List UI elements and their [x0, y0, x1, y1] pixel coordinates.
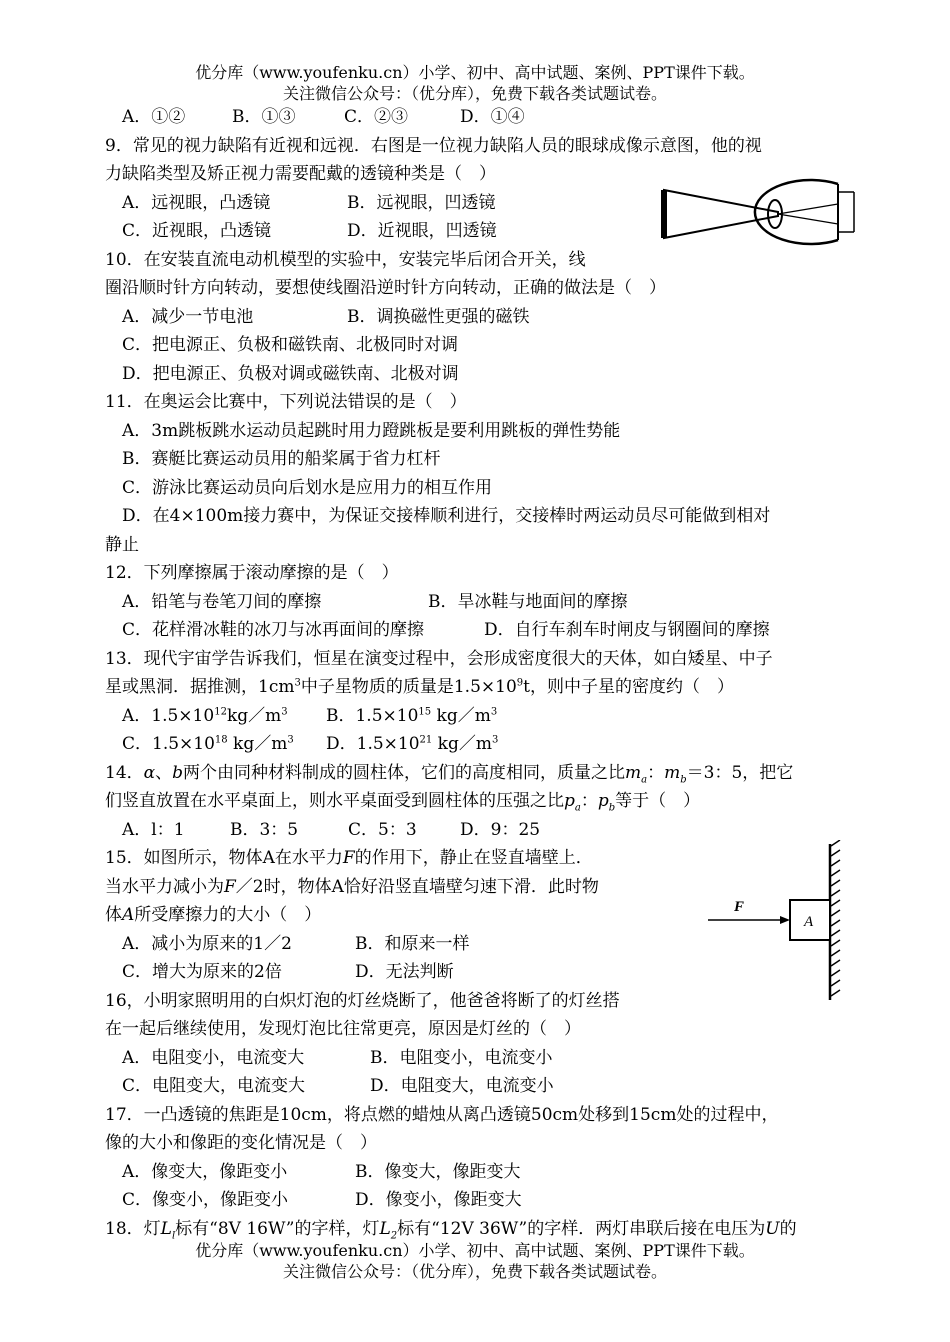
q13-stem-2: 星或黑洞．据推测，$1cm^3$中子星物质的质量是$1.5\times 10^9t$，则中子星的密度约（ ）	[105, 677, 734, 697]
q15-option-b: B．和原来一样	[355, 934, 470, 954]
q12-option-d: D．自行车刹车时闸皮与钢圈间的摩擦	[484, 620, 770, 640]
footer-line-1: 优分库（www.youfenku.cn）小学、初中、高中试题、案例、PPT课件下载。	[195, 1241, 755, 1260]
q9-option-c: C．近视眼，凸透镜	[122, 221, 272, 241]
q17-option-d: D．像变小，像距变大	[355, 1190, 522, 1210]
q9-stem-1: 9．常见的视力缺陷有近视和远视．右图是一位视力缺陷人员的眼球成像示意图，他的视	[105, 136, 762, 156]
q15-options-row-2	[122, 961, 454, 983]
q8-option-c: C．②③	[344, 107, 409, 127]
q10-option-b: B．调换磁性更强的磁铁	[347, 307, 530, 327]
q10-option-d: D．把电源正、负极对调或磁铁南、北极对调	[122, 364, 459, 384]
q9-options-row-1	[122, 192, 496, 214]
q16-option-b: B．电阻变小，电流变小	[370, 1048, 553, 1068]
q11-option-d-cont: 静止	[105, 535, 139, 555]
q13-option-c: C．$1.5\times 10^{18}$ $kg/m^3$	[122, 734, 294, 754]
q17-option-a: A．像变大，像距变小	[122, 1162, 288, 1182]
q14-option-b: B．3：5	[230, 820, 299, 840]
header-line-1: 优分库（www.youfenku.cn）小学、初中、高中试题、案例、PPT课件下载。	[195, 63, 755, 82]
q13-option-a: A．$1.5\times 10^{12}kg/m^3$	[122, 706, 288, 726]
q14-option-a: A．l：1	[122, 820, 185, 840]
q10-option-c: C．把电源正、负极和磁铁南、北极同时对调	[122, 335, 459, 355]
q13-stem-1: 13．现代宇宙学告诉我们，恒星在演变过程中，会形成密度很大的天体，如白矮星、中子	[105, 649, 773, 669]
q10-option-a: A．减少一节电池	[122, 307, 254, 327]
wall-hatching	[831, 840, 840, 996]
q16-stem-1: 16，小明家照明用的白炽灯泡的灯丝烧断了，他爸爸将断了的灯丝搭	[105, 991, 620, 1011]
q12-option-b: B．旱冰鞋与地面间的摩擦	[428, 592, 628, 612]
q17-stem-2: 像的大小和像距的变化情况是（ ）	[105, 1133, 377, 1153]
q9-option-d: D．近视眼，凹透镜	[347, 221, 497, 241]
q10-options-row-1	[122, 306, 530, 328]
q14-option-c: C．5：3	[348, 820, 417, 840]
header-line-2: 关注微信公众号：（优分库），免费下载各类试题试卷。	[282, 84, 667, 103]
q17-options-row-1	[122, 1161, 521, 1183]
q16-options-row-2	[122, 1075, 554, 1097]
q18-stem: 18．灯$L_l$标有“8V 16W”的字样，灯$L_2$标有“12V 36W”的字样．两灯串联后接在电压为U的	[105, 1219, 797, 1242]
q8-option-d: D．①④	[460, 107, 525, 127]
q14-option-d: D．9：25	[460, 820, 541, 840]
q17-stem-1: 17．一凸透镜的焦距是10cm，将点燃的蜡烛从离凸透镜50cm处移到15cm处的过程中，	[105, 1105, 779, 1125]
q15-stem-3: 体A所受摩擦力的大小（ ）	[105, 905, 322, 925]
q11-stem: 11．在奥运会比赛中，下列说法错误的是（ ）	[105, 392, 467, 412]
q8-option-a: A．①②	[122, 107, 186, 127]
force-label: F	[734, 899, 745, 915]
wall-force-diagram	[700, 840, 860, 1005]
q16-option-a: A．电阻变小，电流变大	[122, 1048, 305, 1068]
q16-stem-2: 在一起后继续使用，发现灯泡比往常更亮，原因是灯丝的（ ）	[105, 1019, 581, 1039]
q12-option-a: A．铅笔与卷笔刀间的摩擦	[122, 592, 322, 612]
q13-option-b: B．$1.5\times 10^{15}$ $kg/m^3$	[326, 706, 498, 726]
q10-stem-2: 圈沿顺时针方向转动，要想使线圈沿逆时针方向转动，正确的做法是（ ）	[105, 278, 666, 298]
q11-option-d: D．在4×100m接力赛中，为保证交接棒顺利进行，交接棒时两运动员尽可能做到相对	[122, 506, 771, 526]
q8-option-b: B．①③	[232, 107, 296, 127]
eye-diagram	[660, 170, 860, 250]
q16-options-row-1	[122, 1047, 553, 1069]
q14-stem-2: 们竖直放置在水平桌面上，则水平桌面受到圆柱体的压强之比$p_a$：$p_b$等于（ ）	[105, 791, 701, 814]
q11-option-c: C．游泳比赛运动员向后划水是应用力的相互作用	[122, 478, 493, 498]
q15-stem-2: 当水平力减小为F／2时，物体A恰好沿竖直墙壁匀速下滑．此时物	[105, 877, 599, 897]
q17-option-b: B．像变大，像距变大	[355, 1162, 521, 1182]
q8-options	[122, 106, 525, 128]
q12-options-row-1	[122, 591, 628, 613]
q9-option-a: A．远视眼，凸透镜	[122, 193, 271, 213]
q17-options-row-2	[122, 1189, 522, 1211]
q9-option-b: B．远视眼，凹透镜	[347, 193, 496, 213]
q11-option-b: B．赛艇比赛运动员用的船桨属于省力杠杆	[122, 449, 441, 469]
q15-option-c: C．增大为原来的2倍	[122, 962, 282, 982]
q15-options-row-1	[122, 933, 470, 955]
q13-options-row-1	[122, 705, 497, 727]
q9-options-row-2	[122, 220, 497, 242]
q12-stem: 12．下列摩擦属于滚动摩擦的是（ ）	[105, 563, 399, 583]
q15-option-d: D．无法判断	[355, 962, 454, 982]
q17-option-c: C．像变小，像距变小	[122, 1190, 289, 1210]
block-label: A	[804, 914, 814, 930]
q16-option-d: D．电阻变大，电流变小	[370, 1076, 554, 1096]
q11-option-a: A．3m跳板跳水运动员起跳时用力蹬跳板是要利用跳板的弹性势能	[122, 421, 621, 441]
q10-stem-1: 10．在安装直流电动机模型的实验中，安装完毕后闭合开关，线	[105, 250, 586, 270]
q13-option-d: D．$1.5\times 10^{21}$ $kg/m^3$	[326, 734, 499, 754]
q12-option-c: C．花样滑冰鞋的冰刀与冰再面间的摩擦	[122, 620, 425, 640]
q9-stem-2: 力缺陷类型及矫正视力需要配戴的透镜种类是（ ）	[105, 164, 496, 184]
q14-stem-1: 14．α、b两个由同种材料制成的圆柱体，它们的高度相同，质量之比$m_a$：$m_b=3$：5，把它	[105, 763, 794, 786]
q12-options-row-2	[122, 619, 770, 641]
q16-option-c: C．电阻变大，电流变大	[122, 1076, 306, 1096]
footer-line-2: 关注微信公众号：（优分库），免费下载各类试题试卷。	[282, 1262, 667, 1281]
q15-stem-1: 15．如图所示，物体A在水平力F的作用下，静止在竖直墙壁上．	[105, 848, 593, 868]
q14-options	[122, 819, 540, 841]
q15-option-a: A．减小为原来的1／2	[122, 934, 292, 954]
q13-options-row-2	[122, 733, 498, 755]
